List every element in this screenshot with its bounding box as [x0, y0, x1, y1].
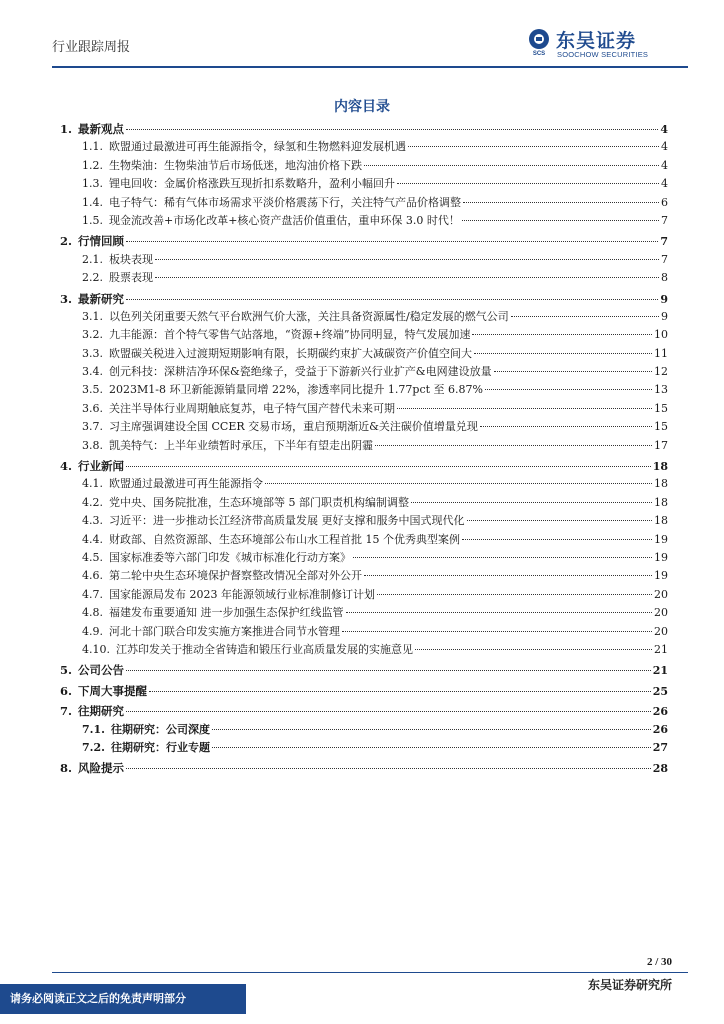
- toc-entry-number: 4.9.: [82, 624, 103, 638]
- toc-entry-number: 4.3.: [82, 514, 103, 528]
- toc-entry-number: 6.: [60, 683, 73, 698]
- toc-entry-number: 1.: [60, 122, 73, 136]
- toc-entry-number: 1.3.: [82, 177, 103, 191]
- toc-entry-title: 欧盟通过最激进可再生能源指令，绿氢和生物燃料迎发展机遇: [109, 140, 406, 154]
- toc-entry-title: 欧盟通过最激进可再生能源指令: [109, 477, 263, 491]
- toc-entry[interactable]: [60, 290, 668, 308]
- toc-entry-title: 国家标准委等六部门印发《城市标准化行动方案》: [109, 550, 351, 564]
- toc-entry-number: 4.4.: [82, 532, 103, 546]
- toc-dot-leader: [408, 146, 659, 147]
- toc-dot-leader: [411, 502, 652, 503]
- toc-entry-number: 2.2.: [82, 271, 103, 285]
- toc-entry-title: 往期研究: [78, 704, 125, 719]
- toc-dot-leader: [342, 631, 652, 632]
- toc-dot-leader: [126, 241, 658, 242]
- toc-entry-title: 下周大事提醒: [78, 683, 148, 698]
- toc-entry-title: 最新研究: [78, 291, 125, 306]
- toc-entry-page: 19: [654, 532, 668, 546]
- toc-entry[interactable]: [60, 494, 668, 512]
- disclaimer-banner: 请务必阅读正文之后的免责声明部分: [0, 984, 246, 1014]
- toc-entry-page: 21: [652, 664, 668, 678]
- company-logo: [526, 26, 686, 62]
- toc-entry-number: 4.1.: [82, 477, 103, 491]
- toc-entry[interactable]: [60, 702, 668, 720]
- toc-entry-number: 3.3.: [82, 346, 103, 360]
- toc-entry-title: 公司公告: [78, 663, 125, 678]
- toc-dot-leader: [467, 520, 653, 521]
- toc-entry-page: 4: [661, 177, 668, 191]
- toc-entry[interactable]: [60, 326, 668, 344]
- toc-entry-page: 9: [660, 292, 668, 306]
- toc-entry-page: 4: [660, 123, 668, 136]
- toc-entry-title: 股票表现: [109, 271, 153, 285]
- toc-entry-number: 4.6.: [82, 569, 103, 583]
- toc-entry-title: 习近平：进一步推动长江经济带高质量发展 更好支撑和服务中国式现代化: [109, 514, 465, 528]
- toc-entry-title: 2023M1-8 环卫新能源销量同增 22%，渗透率同比提升 1.77pct 至 6.87%: [109, 383, 483, 397]
- toc-dot-leader: [472, 334, 652, 335]
- toc-entry[interactable]: [60, 120, 668, 138]
- toc-dot-leader: [212, 747, 651, 748]
- toc-entry-number: 4.: [60, 459, 73, 474]
- toc-entry-number: 3.4.: [82, 365, 103, 379]
- toc-entry-title: 第二轮中央生态环境保护督察整改情况全部对外公开: [109, 569, 362, 583]
- toc-entry-title: 创元科技：深耕洁净环保&瓷绝缘子，受益于下游新兴行业扩产&电网建设放量: [109, 365, 492, 379]
- toc-entry-page: 26: [652, 722, 668, 736]
- toc-entry[interactable]: [60, 400, 668, 418]
- toc-entry-title: 往期研究：行业专题: [110, 740, 210, 754]
- toc-entry[interactable]: [60, 457, 668, 475]
- toc-entry-page: 4: [661, 158, 668, 172]
- toc-dot-leader: [126, 768, 651, 769]
- toc-entry-number: 5.: [60, 663, 73, 678]
- toc-entry-page: 19: [654, 550, 668, 564]
- toc-entry[interactable]: [60, 567, 668, 585]
- toc-entry-title: 以色列关闭重要天然气平台欧洲气价大涨，关注具备资源属性/稳定发展的燃气公司: [109, 309, 509, 323]
- toc-entry-page: 11: [654, 346, 668, 360]
- research-institute: 东吴证券研究所: [587, 978, 672, 992]
- toc-entry-title: 行情回顾: [78, 234, 125, 249]
- toc-entry[interactable]: [60, 381, 668, 399]
- toc-dot-leader: [494, 371, 652, 372]
- toc-entry-title: 财政部、自然资源部、生态环境部公布山水工程首批 15 个优秀典型案例: [109, 532, 460, 546]
- toc-entry-title: 板块表现: [109, 252, 153, 266]
- toc-entry-title: 关注半导体行业周期触底复苏，电子特气国产替代未来可期: [109, 401, 395, 415]
- toc-entry[interactable]: [60, 586, 668, 604]
- toc-entry-number: 4.8.: [82, 606, 103, 620]
- toc-entry-title: 电子特气：稀有气体市场需求平淡价格震荡下行，关注特气产品价格调整: [109, 195, 461, 209]
- toc-entry[interactable]: [60, 437, 668, 455]
- toc-entry-number: 1.4.: [82, 195, 103, 209]
- toc-dot-leader: [364, 575, 652, 576]
- toc-entry-number: 3.1.: [82, 309, 103, 323]
- table-of-contents: [60, 120, 668, 778]
- toc-entry-number: 4.2.: [82, 495, 103, 509]
- toc-entry-page: 18: [654, 514, 668, 528]
- toc-entry[interactable]: [60, 512, 668, 530]
- toc-entry-page: 7: [661, 213, 668, 227]
- toc-entry-title: 生物柴油：生物柴油节后市场低迷，地沟油价格下跌: [109, 158, 362, 172]
- toc-dot-leader: [511, 316, 659, 317]
- toc-entry-number: 3.2.: [82, 328, 103, 342]
- logo-name: 东吴证券: [556, 30, 637, 52]
- toc-entry-title: 凯美特气：上半年业绩暂时承压，下半年有望走出阴霾: [109, 438, 373, 452]
- toc-entry-number: 4.10.: [82, 642, 110, 656]
- toc-entry-page: 10: [654, 328, 668, 342]
- toc-entry[interactable]: [60, 721, 668, 739]
- toc-entry-title: 习主席强调建设全国 CCER 交易市场，重启预期渐近&关注碳价值增量兑现: [109, 420, 478, 434]
- toc-entry-page: 7: [660, 235, 668, 249]
- toc-entry-page: 26: [652, 705, 668, 719]
- toc-entry-page: 20: [654, 624, 668, 638]
- toc-entry-title: 现金流改善+市场化改革+核心资产盘活价值重估，重申环保 3.0 时代！: [109, 213, 460, 227]
- toc-entry-number: 2.1.: [82, 252, 103, 266]
- toc-entry-title: 锂电回收：金属价格涨跌互现折扣系数略升，盈利小幅回升: [109, 177, 395, 191]
- toc-entry[interactable]: [60, 549, 668, 567]
- toc-dot-leader: [415, 649, 652, 650]
- toc-entry[interactable]: [60, 604, 668, 622]
- toc-entry-title: 行业新闻: [78, 459, 125, 474]
- toc-entry[interactable]: [60, 682, 668, 700]
- toc-entry-number: 3.5.: [82, 383, 103, 397]
- toc-entry-number: 2.: [60, 234, 73, 249]
- toc-entry-page: 7: [661, 252, 668, 266]
- toc-entry[interactable]: [60, 157, 668, 175]
- toc-entry-title: 欧盟碳关税进入过渡期短期影响有限，长期碳约束扩大减碳资产价值空间大: [109, 346, 472, 360]
- toc-entry-number: 7.: [60, 704, 73, 719]
- toc-entry-title: 风险提示: [78, 761, 125, 776]
- toc-dot-leader: [353, 557, 652, 558]
- toc-entry-title: 九丰能源：首个特气零售气站落地，“资源+终端”协同明显，特气发展加速: [109, 328, 471, 342]
- toc-entry-number: 4.7.: [82, 587, 103, 601]
- scs-logo-icon: [526, 28, 552, 56]
- report-type-label: 行业跟踪周报: [52, 40, 131, 55]
- toc-entry-page: 25: [652, 684, 668, 698]
- toc-entry-title: 福建发布重要通知 进一步加强生态保护红线监管: [109, 606, 344, 620]
- toc-dot-leader: [480, 426, 652, 427]
- toc-entry[interactable]: [60, 641, 668, 659]
- toc-dot-leader: [126, 129, 658, 130]
- logo-english-name: SOOCHOW SECURITIES: [557, 50, 649, 59]
- toc-entry[interactable]: [60, 363, 668, 381]
- toc-entry[interactable]: [60, 251, 668, 269]
- toc-entry-page: 15: [654, 401, 668, 415]
- toc-entry-number: 8.: [60, 761, 73, 776]
- toc-entry-page: 20: [654, 606, 668, 620]
- toc-entry-number: 3.8.: [82, 438, 103, 452]
- toc-entry-number: 3.7.: [82, 420, 103, 434]
- toc-entry[interactable]: [60, 175, 668, 193]
- toc-entry-title: 江苏印发关于推动全省铸造和锻压行业高质量发展的实施意见: [116, 642, 413, 656]
- toc-entry-title: 河北十部门联合印发实施方案推进合同节水管理: [109, 624, 340, 638]
- toc-dot-leader: [346, 612, 653, 613]
- toc-entry-number: 4.5.: [82, 550, 103, 564]
- toc-dot-leader: [364, 165, 659, 166]
- toc-dot-leader: [265, 483, 652, 484]
- toc-dot-leader: [397, 183, 659, 184]
- toc-entry[interactable]: [60, 138, 668, 156]
- toc-entry[interactable]: [60, 475, 668, 493]
- toc-entry[interactable]: [60, 212, 668, 230]
- toc-entry-page: 19: [654, 569, 668, 583]
- toc-entry-page: 13: [654, 383, 668, 397]
- toc-entry-page: 15: [654, 420, 668, 434]
- toc-entry-number: 1.5.: [82, 213, 103, 227]
- toc-entry-page: 28: [652, 762, 668, 776]
- toc-entry[interactable]: [60, 623, 668, 641]
- toc-entry-title: 往期研究：公司深度: [110, 722, 210, 736]
- toc-entry-number: 3.6.: [82, 401, 103, 415]
- toc-entry[interactable]: [60, 759, 668, 777]
- toc-entry-page: 27: [652, 740, 668, 754]
- toc-dot-leader: [485, 389, 652, 390]
- toc-dot-leader: [375, 445, 652, 446]
- toc-dot-leader: [377, 594, 652, 595]
- toc-entry-title: 最新观点: [78, 122, 125, 136]
- toc-entry[interactable]: [60, 739, 668, 757]
- toc-entry-page: 8: [661, 271, 668, 285]
- toc-dot-leader: [126, 299, 658, 300]
- toc-entry-number: 7.1.: [82, 722, 105, 736]
- toc-entry-page: 20: [654, 587, 668, 601]
- toc-entry[interactable]: [60, 232, 668, 250]
- toc-entry-title: 国家能源局发布 2023 年能源领域行业标准制修订计划: [109, 587, 375, 601]
- toc-dot-leader: [397, 408, 652, 409]
- toc-entry[interactable]: [60, 269, 668, 287]
- toc-entry-number: 3.: [60, 291, 73, 306]
- page-number: 2 / 30: [646, 956, 672, 968]
- toc-entry-title: 党中央、国务院批准，生态环境部等 5 部门职责机构编制调整: [109, 495, 409, 509]
- toc-entry[interactable]: [60, 194, 668, 212]
- toc-entry-page: 6: [661, 195, 668, 209]
- toc-dot-leader: [462, 220, 659, 221]
- toc-dot-leader: [155, 259, 659, 260]
- toc-dot-leader: [149, 691, 651, 692]
- toc-dot-leader: [463, 202, 659, 203]
- toc-entry-page: 21: [654, 642, 668, 656]
- toc-dot-leader: [462, 539, 652, 540]
- toc-title: 内容目录: [334, 99, 390, 115]
- toc-entry[interactable]: [60, 345, 668, 363]
- toc-entry-number: 1.1.: [82, 140, 103, 154]
- toc-entry-page: 4: [661, 140, 668, 154]
- toc-entry-page: 17: [654, 438, 668, 452]
- toc-entry[interactable]: [60, 531, 668, 549]
- toc-entry-page: 12: [654, 365, 668, 379]
- toc-entry-page: 18: [654, 495, 668, 509]
- toc-entry-page: 9: [661, 309, 668, 323]
- toc-entry-page: 18: [654, 477, 668, 491]
- toc-dot-leader: [126, 670, 651, 671]
- logo-mark-text: SCS: [532, 51, 546, 56]
- toc-dot-leader: [212, 729, 651, 730]
- toc-entry-page: 18: [652, 460, 668, 474]
- toc-entry-number: 7.2.: [82, 740, 105, 754]
- footer-divider: [52, 972, 688, 973]
- toc-dot-leader: [155, 277, 659, 278]
- toc-entry[interactable]: [60, 661, 668, 679]
- toc-dot-leader: [126, 466, 651, 467]
- toc-dot-leader: [474, 353, 652, 354]
- toc-entry-number: 1.2.: [82, 158, 103, 172]
- toc-entry[interactable]: [60, 418, 668, 436]
- header-divider: [52, 66, 688, 68]
- toc-entry[interactable]: [60, 308, 668, 326]
- toc-dot-leader: [126, 711, 651, 712]
